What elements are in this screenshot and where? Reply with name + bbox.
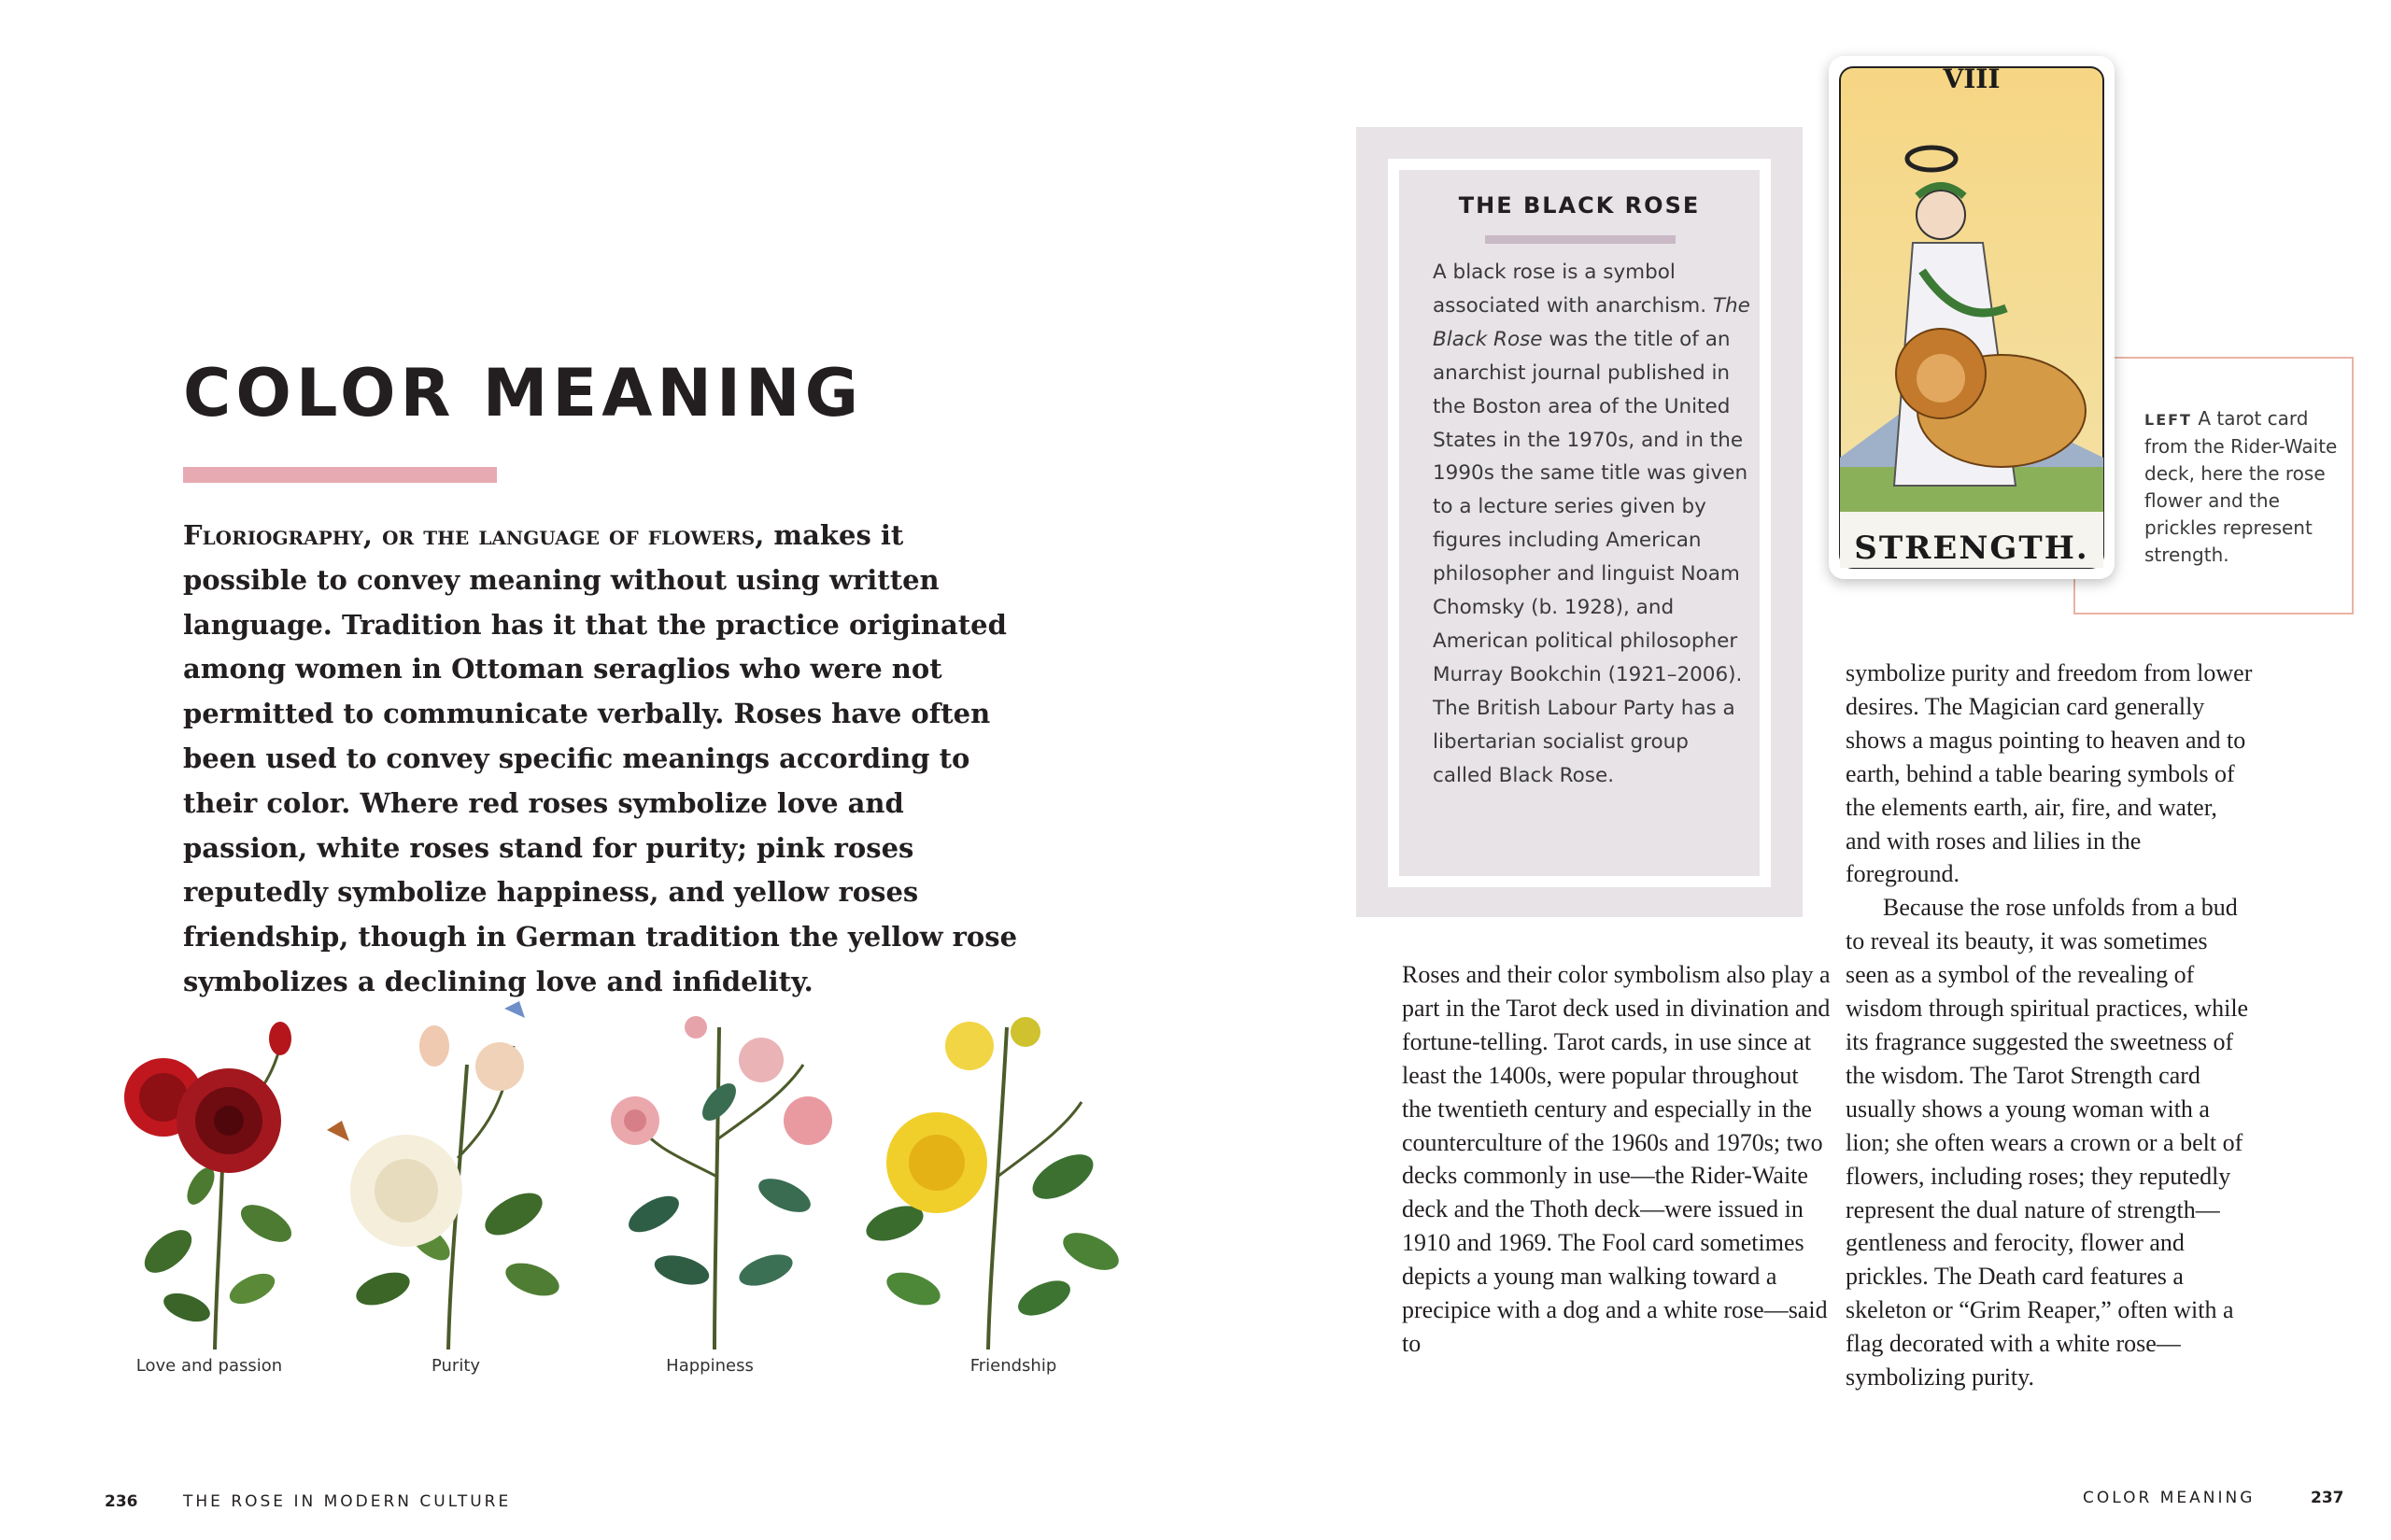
right-running-head: COLOR MEANING bbox=[2083, 1489, 2256, 1507]
left-running-head: THE ROSE IN MODERN CULTURE bbox=[183, 1492, 512, 1511]
pink-rose-illustration bbox=[598, 990, 859, 1354]
red-rose-illustration bbox=[112, 990, 318, 1354]
tarot-name: STRENGTH. bbox=[1854, 530, 2089, 567]
body-column-2-para-1: symbolize purity and freedom from lower desires. The Magician card generally shows a magus pointing to heaven and to earth, behind a table bearing symbols of the elements earth, air, fire, and water, and with roses and lilies in the foreground. bbox=[1846, 659, 2253, 888]
flower-caption-love: Love and passion bbox=[135, 1356, 283, 1376]
sidebar-body bbox=[1433, 256, 1750, 793]
body-column-2 bbox=[1846, 657, 2257, 1394]
tarot-numeral: VIII bbox=[1943, 64, 2001, 94]
image-caption-label: LEFT bbox=[2144, 411, 2192, 429]
image-caption bbox=[2144, 405, 2341, 569]
intro-lead: Floriography, or the language of flowers, bbox=[183, 519, 765, 551]
white-rose-illustration bbox=[318, 990, 588, 1354]
flower-caption-friendship: Friendship bbox=[969, 1356, 1057, 1376]
sidebar-body-lead: A black rose is a symbol associated with anarchism. bbox=[1433, 261, 1713, 318]
image-caption-text: A tarot card from the Rider-Waite deck, here the rose flower and the prickles represent strength. bbox=[2144, 407, 2338, 566]
left-page-number: 236 bbox=[105, 1492, 138, 1511]
yellow-rose-illustration bbox=[857, 990, 1138, 1354]
body-column-2-para-2: Because the rose unfolds from a bud to reveal its beauty, it was sometimes seen as a symbol of the revealing of wisdom through spiritual practices, while its fragrance suggested the sweetness of the wisdom. The Tarot Strength card usually shows a young woman with a lion; she often wears a crown or a belt of flowers, including roses; they reputedly represent the dual nature of strength—gentleness and ferocity, flower and prickles. The Death card features a skeleton or “Grim Reaper,” often with a flag decorated with a white rose—symbolizing purity. bbox=[1846, 894, 2249, 1392]
sidebar-title: THE BLACK ROSE bbox=[1458, 192, 1701, 219]
flower-caption-happiness: Happiness bbox=[666, 1356, 754, 1376]
body-column-1: Roses and their color symbolism also play a part in the Tarot deck used in divination and fortune-telling. Tarot cards, in use since at least the 1400s, were popular throughout the twentieth century and especially in the counterculture of the 1960s and 1970s; two decks commonly in use—the Rider-Waite deck and the Thoth deck—were issued in 1910 and 1969. The Fool card sometimes depicts a young man walking toward a precipice with a dog and a white rose—said to bbox=[1402, 961, 1831, 1357]
tarot-card bbox=[1829, 56, 2115, 579]
intro-paragraph bbox=[183, 514, 1024, 1005]
sidebar-body-italic: The Black Rose bbox=[1433, 293, 1750, 351]
page-heading: COLOR MEANING bbox=[183, 355, 864, 431]
flower-caption-purity: Purity bbox=[431, 1356, 481, 1376]
sidebar-rule bbox=[1485, 235, 1676, 244]
heading-rule bbox=[183, 467, 497, 483]
sidebar-body-rest: was the title of an anarchist journal published in the Boston area of the United States in the 1970s, and in the 1990s the same title was given to a lecture series given by figures including American philosopher and linguist Noam Chomsky (b. 1928), and American political philosopher Murray Bookchin (1921–2006). The British Labour Party has a libertarian socialist group called Black Rose. bbox=[1433, 327, 1748, 787]
right-page-number: 237 bbox=[2311, 1489, 2344, 1507]
intro-rest: makes it possible to convey meaning without using written language. Tradition has it that the practice originated among women in Ottoman seraglios who were not permitted to communicate verbally. Roses have often been used to convey specific meanings according to their color. Where red roses symbolize love and passion, white roses stand for purity; pink roses reputedly symbolize happiness, and yellow roses friendship, though in German tradition the yellow rose symbolizes a declining love and infidelity. bbox=[183, 519, 1018, 997]
